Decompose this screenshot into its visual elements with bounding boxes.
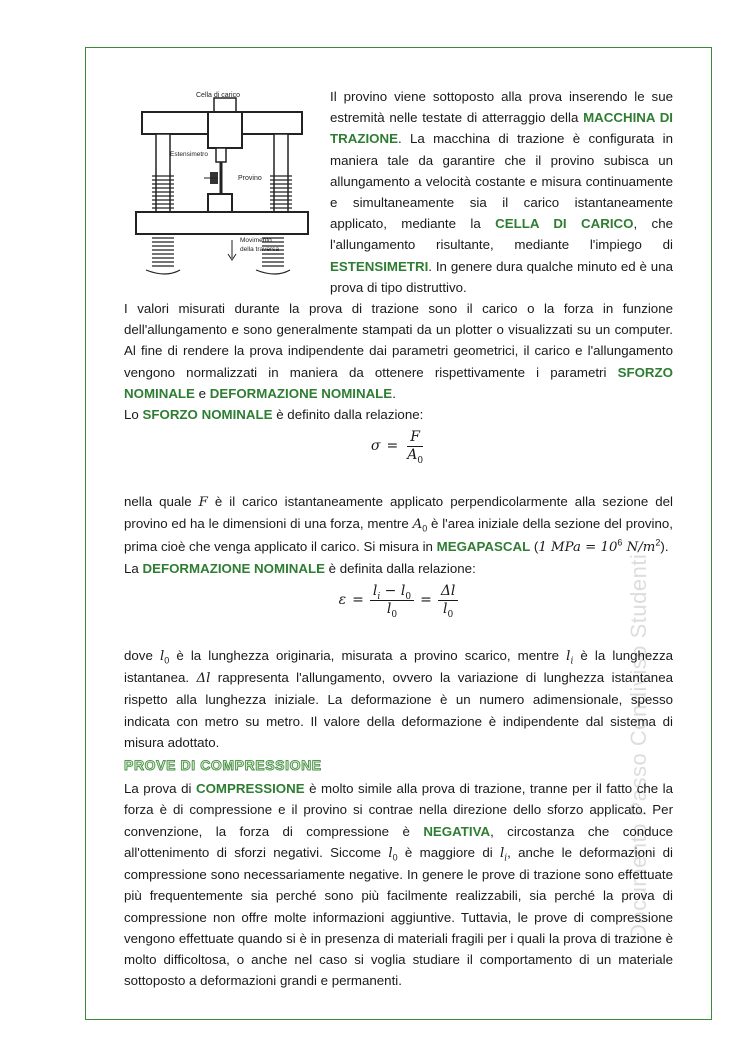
eq-var: l <box>372 583 378 600</box>
text: è definita dalla relazione: <box>324 560 476 576</box>
eq-denominator: A <box>407 447 418 464</box>
paragraph-values <box>124 298 673 404</box>
subscript: i <box>504 853 508 864</box>
text: è la lunghezza originaria, misurata a provino scarico, mentre <box>169 648 567 664</box>
highlight-macchina-trazione: MACCHINA DI TRAZIONE <box>330 110 673 147</box>
eq-subscript: 0 <box>405 591 412 602</box>
paragraph-stress-explain <box>124 491 673 558</box>
text: Il provino viene sottoposto alla prova inserendo le sue estremità nelle testate di atterraggio della <box>330 89 673 126</box>
subscript: 0 <box>422 524 428 535</box>
eq-equals: = <box>386 438 399 455</box>
text: rappresenta l'allungamento, ovvero la variazione di lunghezza istantanea rispetto alla lunghezza iniziale. La deformazione è un numero adimensionale, spesso indicata con metro su metro. Il valore della deformazione è indipendente dal sistema di misura adottato. <box>124 670 673 750</box>
eq-equals: = <box>420 591 432 608</box>
tensile-machine-figure <box>132 90 312 278</box>
highlight-estensimetri: ESTENSIMETRI <box>330 258 429 274</box>
var: A <box>412 517 423 533</box>
eq-subscript: 0 <box>417 456 424 467</box>
equation-stress <box>124 429 673 471</box>
section-title-compression: PROVE DI COMPRESSIONE <box>124 757 322 774</box>
text: è maggiore di <box>397 844 500 860</box>
paragraph-strain-def <box>124 558 673 579</box>
highlight-negativa: NEGATIVA <box>423 823 491 839</box>
text: . <box>392 385 396 401</box>
label-load-cell: Cella di carico <box>196 92 240 99</box>
watermark-text: Documento Passo Condiviso Studenti <box>626 553 651 940</box>
text: , circostanza che conduce all'ottenimento di sforzi negativi. Siccome <box>124 823 673 860</box>
text: I valori misurati durante la prova di trazione sono il carico o la forza in funzione dell'allungamento e sono generalmente stampati da un plotter o visualizzati su un computer. Al fine di rendere la prova indipendente dai parametri geometrici, il carico e l'allungamento vengono normalizzati in maniera da ottenere rispettivamente i parametri <box>124 301 673 380</box>
label-extensometer: Estensimetro <box>170 151 208 158</box>
text: , che l'allungamento risultante, mediante l'impiego di <box>330 216 673 253</box>
var: l <box>388 845 393 861</box>
text: La prova di <box>124 781 196 797</box>
eq-fraction <box>438 583 459 618</box>
text: dove <box>124 648 160 664</box>
var: F <box>198 495 208 511</box>
text: è definito dalla relazione: <box>272 407 424 423</box>
var: Δl <box>196 671 211 687</box>
highlight-megapascal: MEGAPASCAL <box>436 538 531 554</box>
text: e <box>194 385 210 401</box>
text: è il carico istantaneamente applicato perpendicolarmente alla sezione del provino ed ha le dimensioni di una forza, mentre <box>124 494 673 532</box>
text: Lo <box>124 407 143 423</box>
unit: N/m <box>622 539 656 555</box>
label-specimen: Provino <box>238 175 262 182</box>
tensile-machine-drawing <box>132 90 312 278</box>
subscript: i <box>570 656 574 667</box>
eq-subscript: 0 <box>447 609 454 620</box>
text: è molto simile alla prova di trazione, tranne per il fatto che la forza è di compressione e il provino si contrae nella direzione dello sforzo applicato. Per convenzione, la forza di compressione è <box>124 781 674 839</box>
eq-equals: = <box>352 591 364 608</box>
var: l <box>499 845 505 861</box>
eq-var: l <box>386 601 392 618</box>
eq-symbol: ε <box>338 591 347 608</box>
eq-fraction <box>404 429 426 467</box>
highlight-compressione: COMPRESSIONE <box>195 781 305 797</box>
paragraph-strain-explain <box>124 645 673 753</box>
highlight-deformazione-nominale: DEFORMAZIONE NOMINALE <box>209 385 393 401</box>
text: . In genere dura qualche minuto ed è una prova di tipo distruttivo. <box>330 258 673 295</box>
text: ( <box>530 538 539 554</box>
var: l <box>159 649 165 665</box>
eq-numerator: Δl <box>438 583 459 601</box>
highlight-cella-carico: CELLA DI CARICO <box>495 216 634 232</box>
eq-fraction <box>370 583 414 618</box>
eq-numerator: F <box>407 429 423 447</box>
text: La <box>124 560 143 576</box>
eq-var: l <box>400 583 406 600</box>
superscript: 6 <box>617 537 623 548</box>
text: è la lunghezza istantanea. <box>124 648 673 686</box>
highlight-deformazione-nominale: DEFORMAZIONE NOMINALE <box>142 560 325 576</box>
eq-subscript: i <box>377 591 381 602</box>
eq-subscript: 0 <box>391 609 398 620</box>
text: è l'area iniziale della sezione del provino, prima cioè che venga applicato il carico. Si misura in <box>124 516 673 554</box>
equation-strain <box>124 583 673 625</box>
paragraph-compression <box>124 778 673 991</box>
text: nella quale <box>124 494 199 510</box>
label-movement: Movimento <box>240 237 272 244</box>
superscript: 2 <box>655 537 661 548</box>
document-body <box>124 86 673 991</box>
eq-minus: − <box>380 583 401 600</box>
eq-var: l <box>443 601 448 618</box>
eq-symbol: σ <box>370 438 381 455</box>
highlight-sforzo-nominale: SFORZO NOMINALE <box>142 407 273 423</box>
highlight-sforzo-nominale: SFORZO NOMINALE <box>124 364 673 401</box>
label-crosshead: della traversa <box>240 246 280 253</box>
paragraph-stress-def <box>124 404 673 425</box>
subscript: 0 <box>392 852 398 863</box>
text: ). <box>660 538 669 554</box>
text: . La macchina di trazione è configurata in maniera tale da garantire che il provino subisca un allungamento a velocità costante e misura continuamente e simultaneamente sia il carico istantaneamente applicato, mediante la <box>330 131 673 232</box>
unit: 1 MPa = 10 <box>538 539 618 555</box>
subscript: 0 <box>164 655 170 666</box>
text: , anche le deformazioni di compressione sono necessariamente negative. In genere le prove di trazione sono effettuate più frequentemente sia perché sono più facilmente realizzabili, sia perché la prova di compressione non offre molte informazioni aggiuntive. Tuttavia, le prove di compressione vengono effettuate quando si è in presenza di materiali fragili per i quali la prova di trazione è molto difficoltosa, o anche nel caso si voglia studiare il comportamento di un materiale sottoposto a deformazioni grandi e permanenti. <box>124 844 673 989</box>
var: l <box>566 649 571 665</box>
